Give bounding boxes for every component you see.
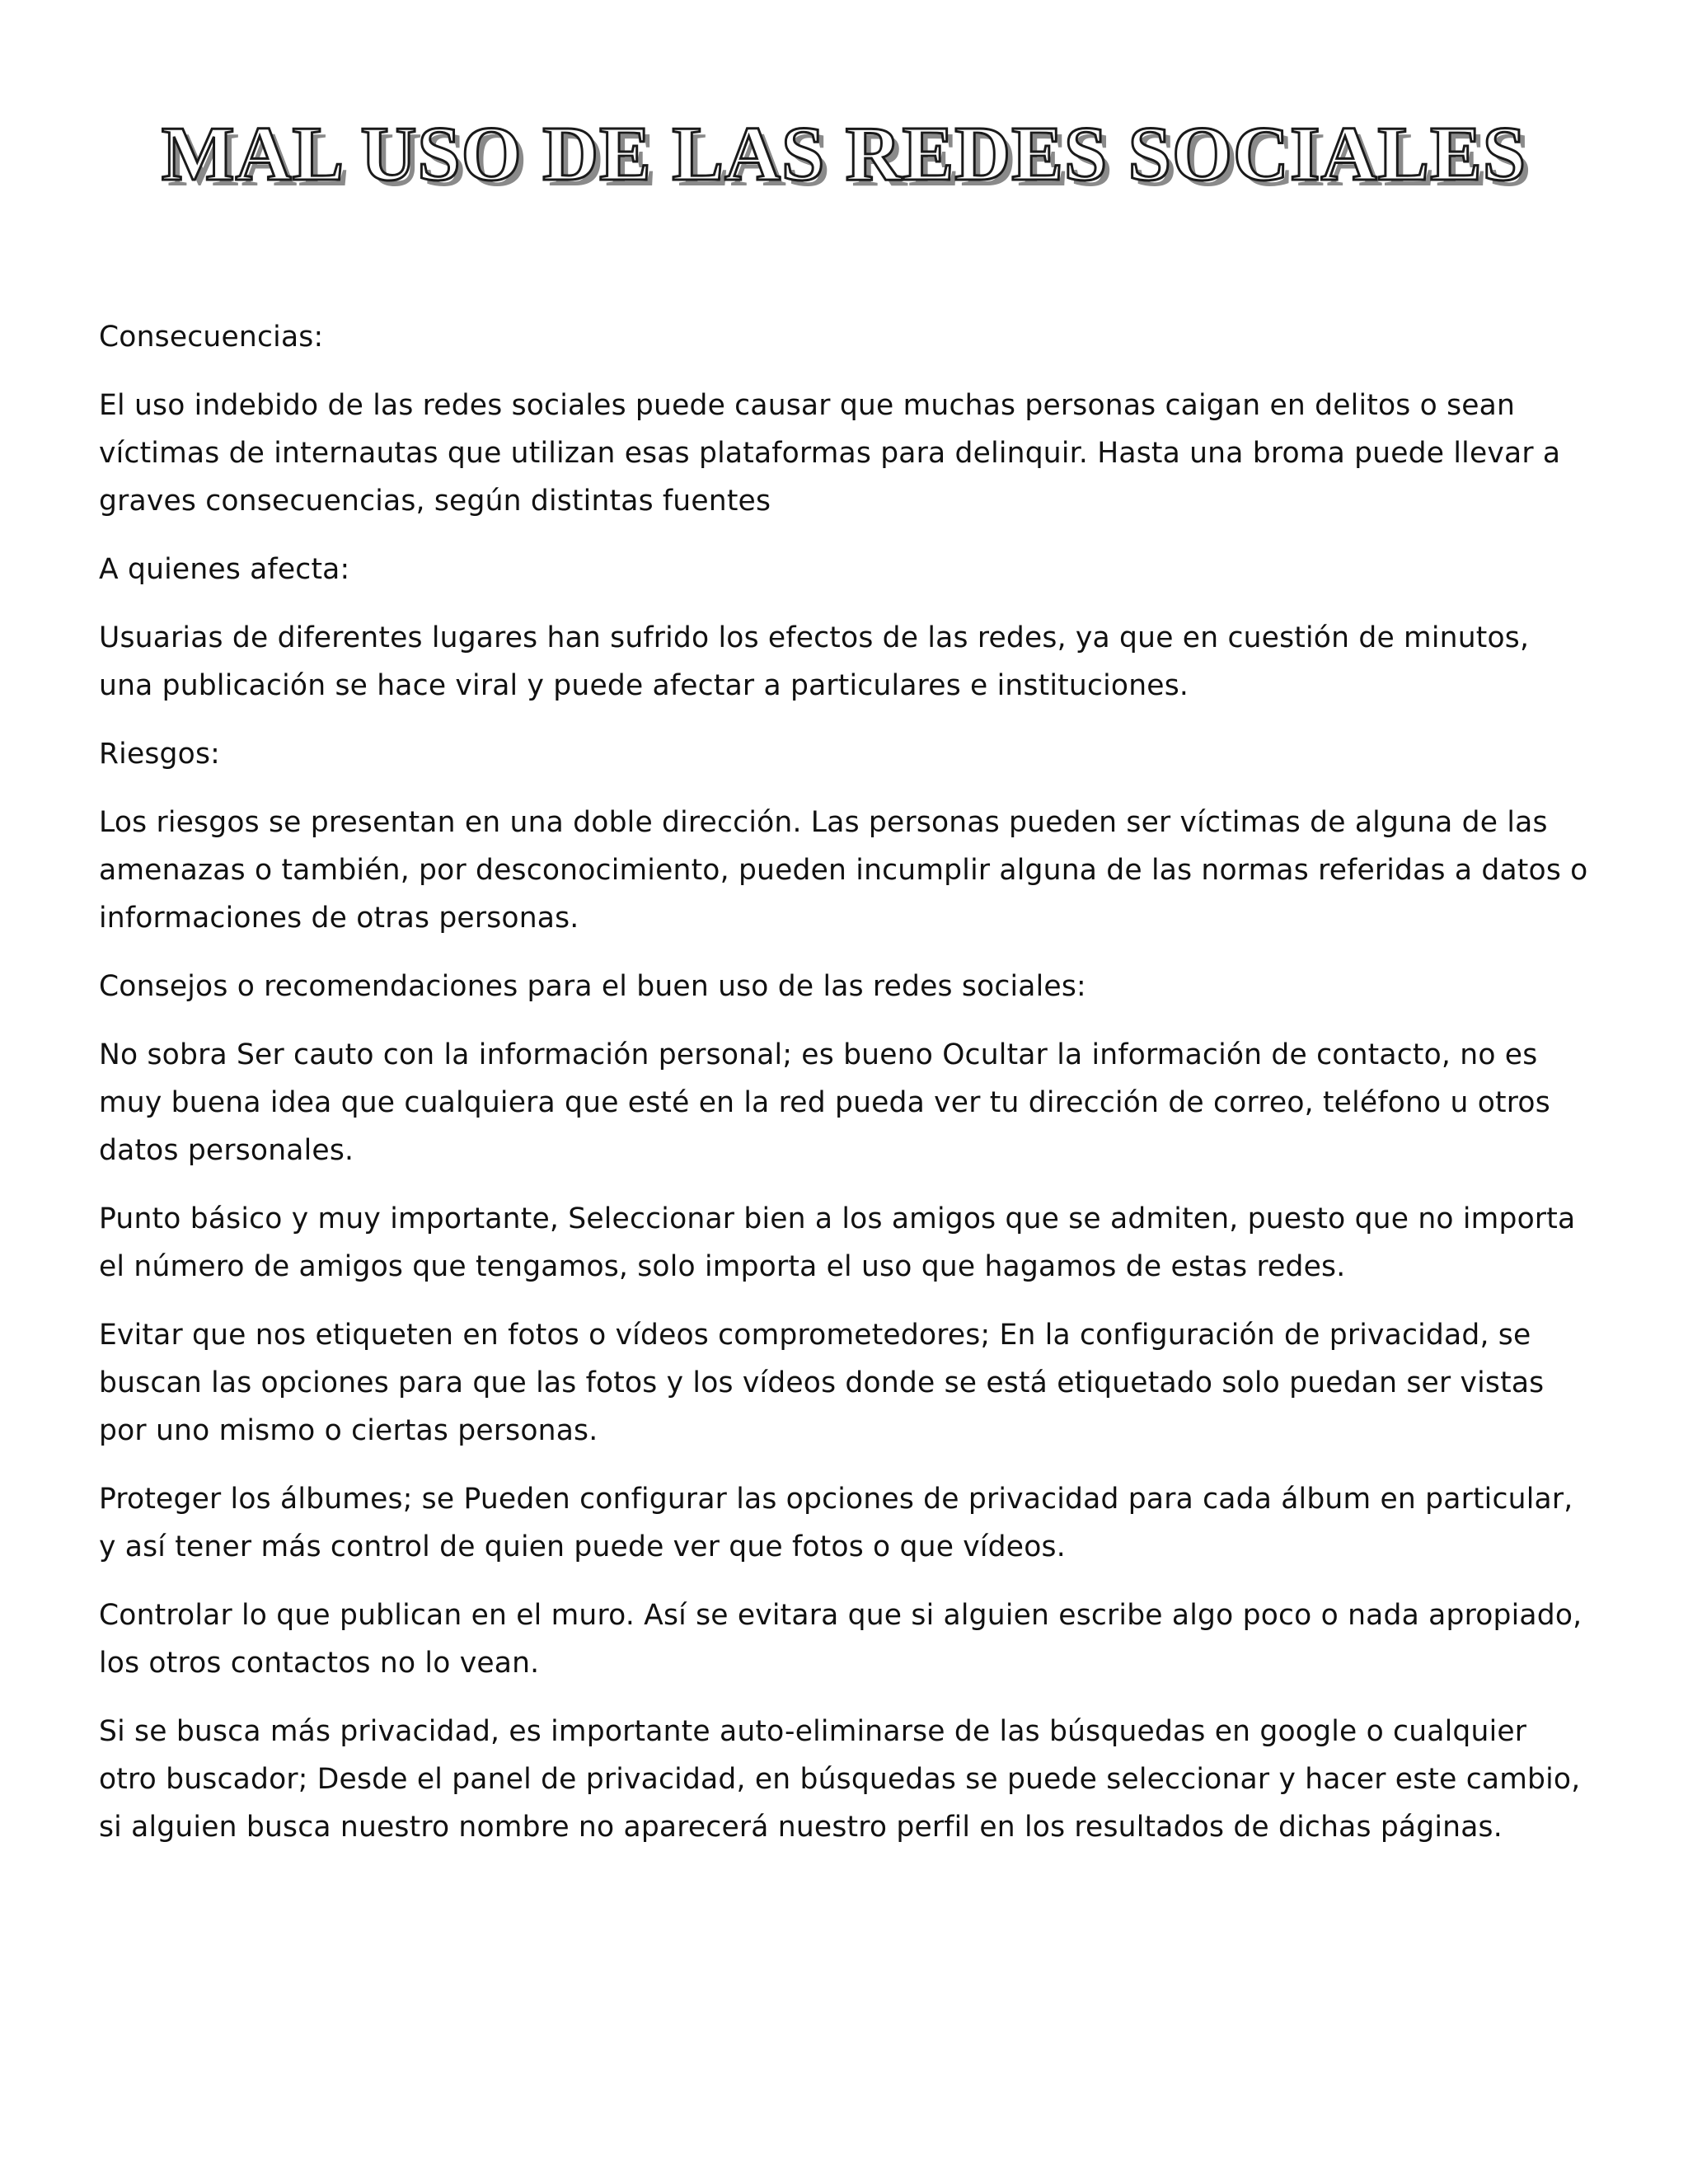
paragraph-a-quienes-afecta: Usuarias de diferentes lugares han sufrido los efectos de las redes, ya que en cuestión de minutos, una publicación se hace viral y puede afectar a particulares e instituciones. (99, 621, 1530, 702)
paragraph-consecuencias: El uso indebido de las redes sociales puede causar que muchas personas caigan en delitos o sean víctimas de internautas que utilizan esas plataformas para delinquir. Hasta una broma puede llevar a graves consecuencias, según distintas fuentes (99, 389, 1561, 518)
paragraph-riesgos: Los riesgos se presentan en una doble dirección. Las personas pueden ser víctimas de alguna de las amenazas o también, por desconocimiento, pueden incumplir alguna de las normas referidas a datos o informaciones de otras personas. (99, 806, 1588, 935)
document-body (99, 313, 1591, 1872)
paragraph-consejo-etiquetas: Evitar que nos etiqueten en fotos o vídeos comprometedores; En la configuración de privacidad, se buscan las opciones para que las fotos y los vídeos donde se está etiquetado solo puedan ser vistas por uno mismo o ciertas personas. (99, 1319, 1545, 1447)
section-heading-a-quienes-afecta: A quienes afecta: (99, 553, 350, 586)
paragraph-consejo-informacion-personal: No sobra Ser cauto con la información personal; es bueno Ocultar la información de contacto, no es muy buena idea que cualquiera que esté en la red pueda ver tu dirección de correo, teléfono u otros datos personales. (99, 1038, 1550, 1167)
section-heading-consecuencias: Consecuencias: (99, 321, 324, 354)
section-heading-consejos: Consejos o recomendaciones para el buen uso de las redes sociales: (99, 970, 1086, 1003)
paragraph-consejo-muro: Controlar lo que publican en el muro. Así se evitara que si alguien escribe algo poco o nada apropiado, los otros contactos no lo vean. (99, 1599, 1582, 1680)
paragraph-consejo-albumes: Proteger los álbumes; se Pueden configurar las opciones de privacidad para cada álbum en particular, y así tener más control de quien puede ver que fotos o que vídeos. (99, 1483, 1573, 1563)
paragraph-consejo-amigos: Punto básico y muy importante, Seleccionar bien a los amigos que se admiten, puesto que no importa el número de amigos que tengamos, solo importa el uso que hagamos de estas redes. (99, 1202, 1576, 1283)
document-title: MAL USO DE LAS REDES SOCIALES (161, 111, 1527, 197)
paragraph-consejo-busquedas: Si se busca más privacidad, es importante auto-eliminarse de las búsquedas en google o cualquier otro buscador; Desde el panel de privacidad, en búsquedas se puede seleccionar y hacer este cambio, si alguien busca nuestro nombre no aparecerá nuestro perfil en los resultados de dichas páginas. (99, 1715, 1581, 1844)
section-heading-riesgos: Riesgos: (99, 738, 220, 771)
